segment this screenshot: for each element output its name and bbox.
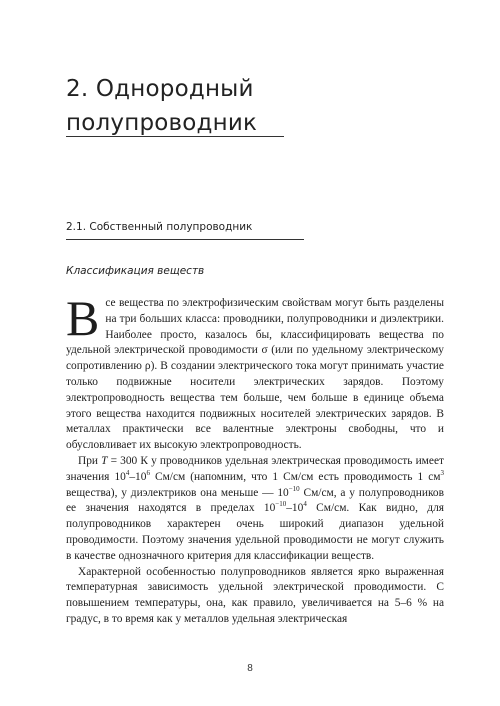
paragraph-2-text: См/см, а у полупроводников ее значения находятся в пределах 10 (66, 486, 444, 515)
page-number: 8 (247, 663, 253, 674)
chapter-title-line-1: 2. Однородный (66, 76, 254, 102)
exponent: 6 (146, 468, 150, 477)
subsection-title: Классификация веществ (66, 265, 205, 277)
paragraph-2-text: См/см (напомним, что 1 См/см есть проводимость 1 см (149, 470, 441, 483)
paragraph-3 (66, 565, 444, 628)
exponent: 4 (303, 500, 307, 509)
drop-cap-letter: В (66, 290, 100, 346)
section-title: 2.1. Собственный полупроводник (66, 221, 253, 233)
paragraph-2-text: вещества), у диэлектриков она меньше — 10 (66, 486, 289, 499)
paragraph-1 (66, 290, 444, 454)
paragraph-2 (66, 454, 444, 565)
temperature-symbol: T (101, 454, 108, 467)
exponent: −10 (275, 500, 287, 509)
exponent: 3 (440, 468, 444, 477)
exponent: 4 (125, 468, 130, 477)
section-title-rule (66, 239, 304, 240)
body-text (66, 290, 444, 628)
paragraph-2-text: = 300 К у проводников удельная электрическая проводимость имеет значения 10 (66, 454, 444, 483)
chapter-title (66, 72, 257, 140)
paragraph-2-text: При (78, 454, 102, 467)
paragraph-2-text: См/см. Как видно, для полупроводников характерен очень широкий диапазон удельной проводимости. Поэтому значения удельной проводимости не могут служить в качестве однозначного критерия для классификации веществ. (66, 502, 444, 562)
chapter-title-rule (66, 136, 284, 137)
paragraph-3-text: Характерной особенностью полупроводников является ярко выраженная температурная зависимость удельной электрической проводимости. С повышением температуры, она, как правило, увеличивается на 5–6 % на градус, в то время как у металлов удельная электрическая (66, 565, 444, 625)
paragraph-2-text: –10 (129, 470, 147, 483)
chapter-title-line-2: полупроводник (66, 110, 258, 136)
paragraph-2-text: –10 (286, 502, 304, 515)
exponent: −10 (288, 484, 300, 493)
paragraph-1-text: се вещества по электрофизическим свойствам могут быть разделены на три больших класса: проводники, полупроводники и диэлектрики. Наиболее просто, казалось бы, классифицировать вещества по удельной электрической проводимости σ (или по удельному электрическому сопротивлению ρ). В создании электрического тока могут принимать участие только подвижные носители электрических зарядов. Поэтому электропроводность вещества тем больше, чем больше в единице объема этого вещества находится подвижных носителей электрических зарядов. В металлах практически все валентные электроны свободны, что и обусловливает их высокую электропроводность. (66, 297, 444, 452)
